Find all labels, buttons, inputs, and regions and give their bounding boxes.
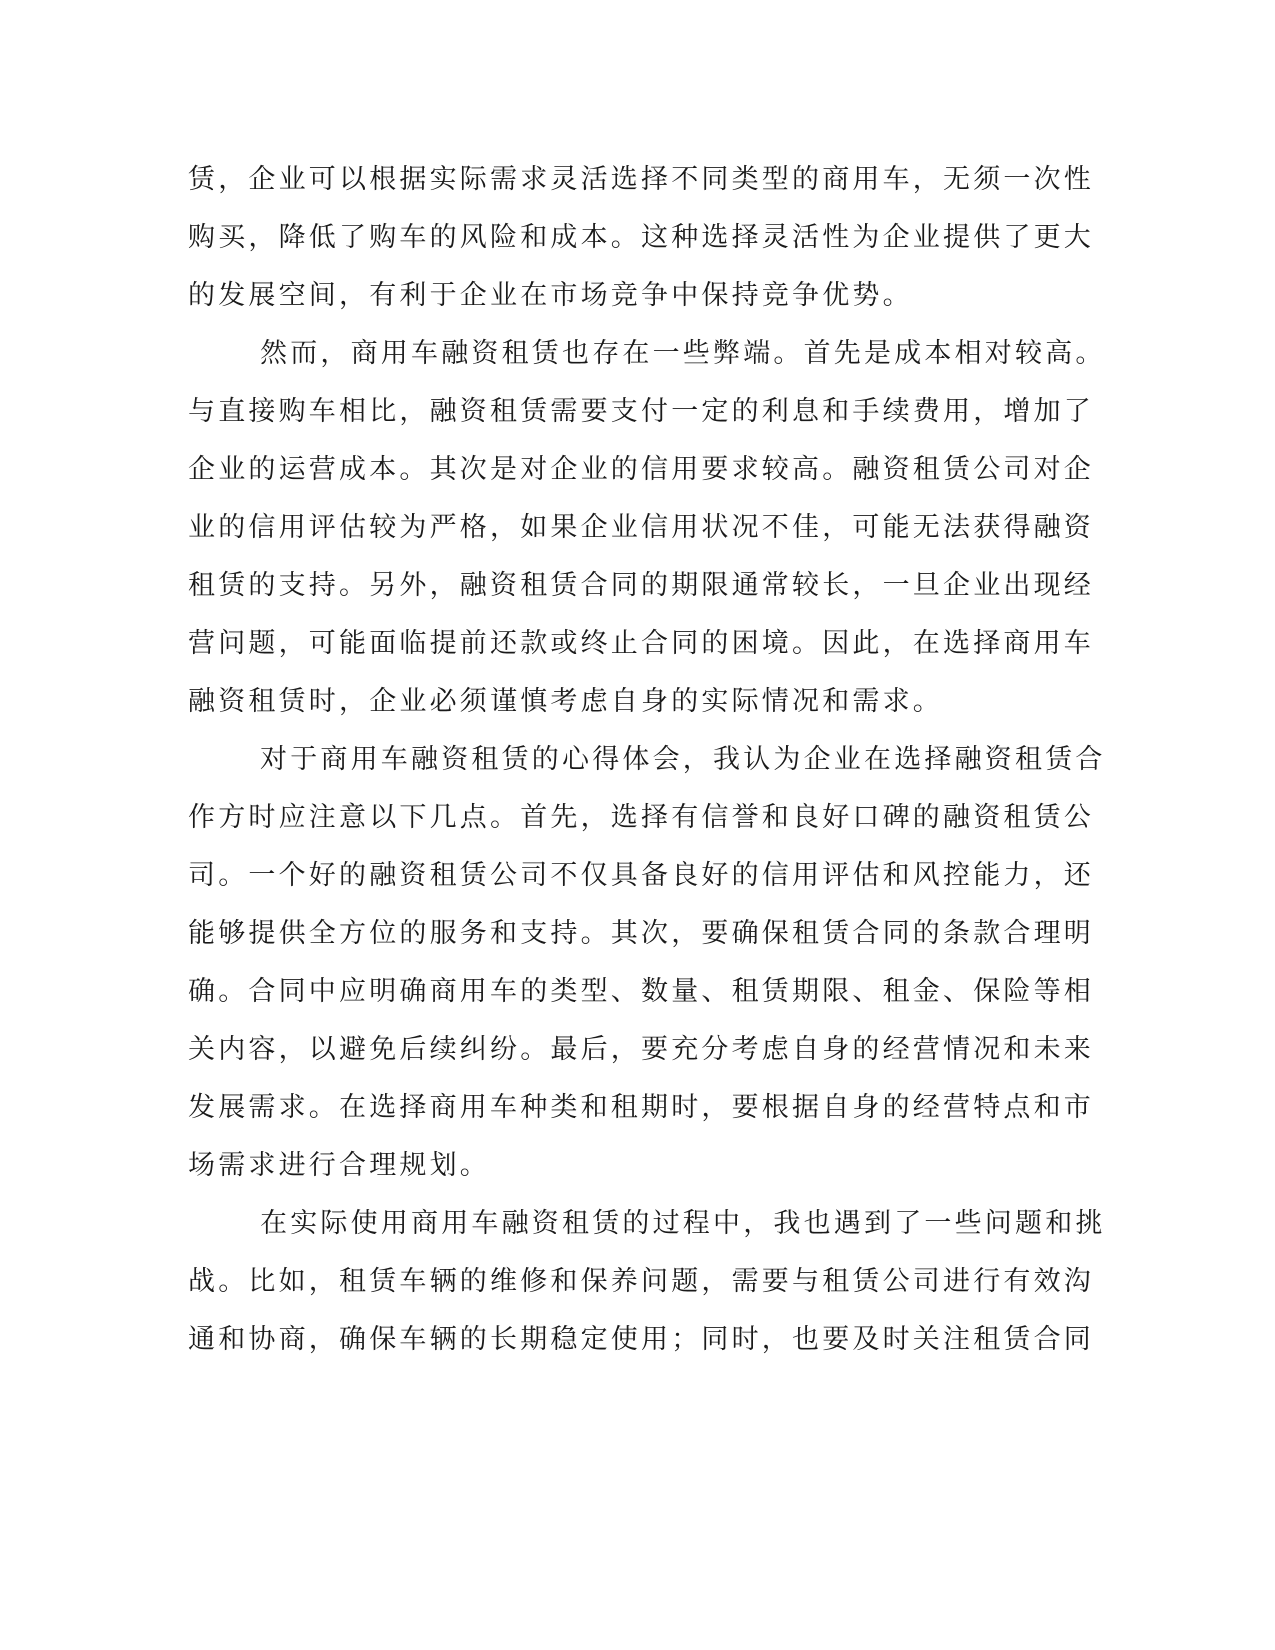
text-line: 发展需求。在选择商用车种类和租期时，要根据自身的经营特点和市 xyxy=(188,1092,1094,1123)
text-line: 确。合同中应明确商用车的类型、数量、租赁期限、租金、保险等相 xyxy=(188,976,1094,1007)
text-line: 业的信用评估较为严格，如果企业信用状况不佳，可能无法获得融资 xyxy=(188,512,1094,543)
paragraph-first-line: 对于商用车融资租赁的心得体会，我认为企业在选择融资租赁合 xyxy=(260,744,1106,775)
text-line: 战。比如，租赁车辆的维修和保养问题，需要与租赁公司进行有效沟 xyxy=(188,1266,1094,1297)
text-line: 通和协商，确保车辆的长期稳定使用；同时，也要及时关注租赁合同 xyxy=(188,1324,1094,1355)
paragraph-first-line: 然而，商用车融资租赁也存在一些弊端。首先是成本相对较高。 xyxy=(260,338,1106,369)
text-line: 购买，降低了购车的风险和成本。这种选择灵活性为企业提供了更大 xyxy=(188,222,1094,253)
text-line: 关内容，以避免后续纠纷。最后，要充分考虑自身的经营情况和未来 xyxy=(188,1034,1094,1065)
text-line: 能够提供全方位的服务和支持。其次，要确保租赁合同的条款合理明 xyxy=(188,918,1094,949)
text-line: 与直接购车相比，融资租赁需要支付一定的利息和手续费用，增加了 xyxy=(188,396,1094,427)
text-line: 融资租赁时，企业必须谨慎考虑自身的实际情况和需求。 xyxy=(188,686,943,717)
text-line: 营问题，可能面临提前还款或终止合同的困境。因此，在选择商用车 xyxy=(188,628,1094,659)
text-line: 企业的运营成本。其次是对企业的信用要求较高。融资租赁公司对企 xyxy=(188,454,1094,485)
text-line: 作方时应注意以下几点。首先，选择有信誉和良好口碑的融资租赁公 xyxy=(188,802,1094,833)
text-line: 的发展空间，有利于企业在市场竞争中保持竞争优势。 xyxy=(188,280,913,311)
text-line: 场需求进行合理规划。 xyxy=(188,1150,490,1181)
paragraph-first-line: 在实际使用商用车融资租赁的过程中，我也遇到了一些问题和挑 xyxy=(260,1208,1106,1239)
text-line: 司。一个好的融资租赁公司不仅具备良好的信用评估和风控能力，还 xyxy=(188,860,1094,891)
text-line: 赁，企业可以根据实际需求灵活选择不同类型的商用车，无须一次性 xyxy=(188,164,1094,195)
text-line: 租赁的支持。另外，融资租赁合同的期限通常较长，一旦企业出现经 xyxy=(188,570,1094,601)
